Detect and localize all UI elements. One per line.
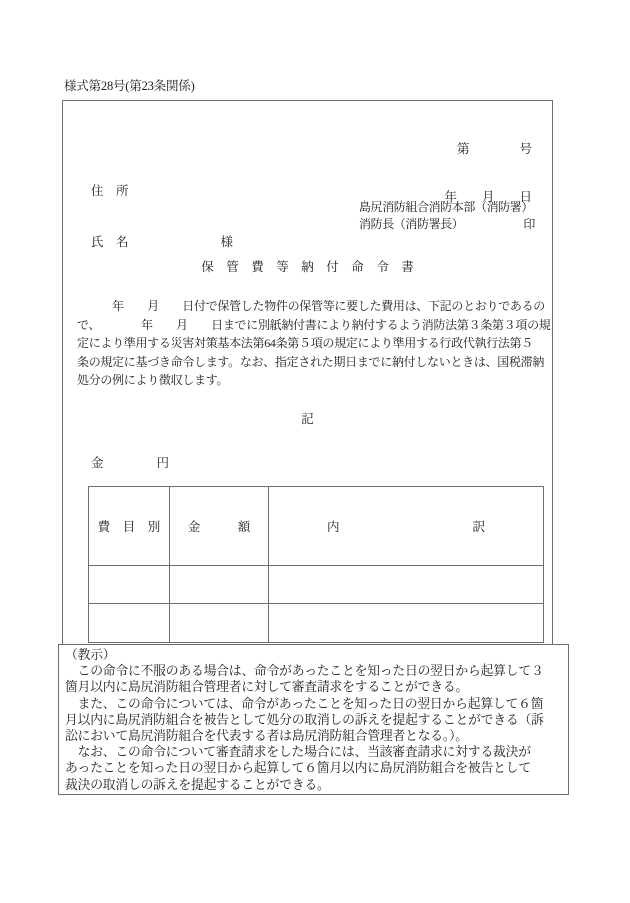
name-row [91,234,233,251]
fee-table-row [89,604,544,643]
notice-line: 箇月以内に島尻消防組合管理者に対して審査請求をすることができる。 [65,680,469,695]
body-line: 条の規定に基づき命令します。なお、指定された期日までに納付しないときは、国税滞納 [77,354,545,369]
col-header-fee-category: 費 目 別 [89,487,170,566]
table-cell-empty [269,604,544,643]
amount-suffix: 円 [156,456,170,470]
name-label: 氏 名 [91,235,129,249]
body-line: で、 年 月 日までに別紙納付書により納付するよう消防法第３条第３項の規 [77,317,551,332]
notice-line: （教示） [65,648,116,662]
table-cell-empty [170,566,269,604]
notice-line: 月以内に島尻消防組合を被告として処分の取消しの訴えを提起することができる（訴 [65,712,544,727]
fee-table-row [89,566,544,604]
body-line: 処分の例により徴収します。 [77,373,229,388]
honorific-label: 様 [220,235,234,249]
issuer-position-row [359,216,535,233]
fee-table [88,486,544,643]
issuer-block [359,199,535,233]
notice-line: あったことを知った日の翌日から起算して６箇月以内に島尻消防組合を被告として [65,761,531,776]
col-header-breakdown [269,487,544,566]
body-line: 定により準用する災害対策基本法第64条第５項の規定により準用する行政代執行法第５ [77,336,534,351]
appeal-notice-box [58,644,569,795]
table-cell-empty [89,566,170,604]
issuer-position: 消防長（消防署長） [359,217,464,231]
doc-number-line: 第 号 [456,142,532,156]
notice-line: この命令に不服のある場合は、命令があったことを知った日の翌日から起算して３ [65,664,544,679]
table-cell-empty [170,604,269,643]
issue-date-line: 年 月 日 [444,190,532,204]
address-label: 住 所 [91,184,129,198]
issuer-organization: 島尻消防組合消防本部（消防署） [359,200,534,214]
breakdown-right-char: 訳 [472,520,485,534]
amount-prefix: 金 [91,456,104,470]
notice-line: なお、この命令について審査請求をした場合には、当該審査請求に対する裁決が [65,745,531,760]
breakdown-left-char: 内 [327,520,340,534]
col-header-amount: 金 額 [170,487,269,566]
body-paragraph [77,297,551,390]
amount-line [91,453,169,471]
form-number-label: 様式第28号(第23条関係) [64,79,195,93]
fee-table-header-row [89,487,544,566]
notice-line: 訟において島尻消防組合を代表する者は島尻消防組合管理者となる。）。 [65,729,468,744]
document-title: 保 管 費 等 納 付 命 令 書 [201,260,414,274]
order-document-frame [62,100,553,645]
breakdown-header-text [269,517,543,535]
record-marker: 記 [301,412,314,426]
table-cell-empty [269,566,544,604]
notice-line: 裁決の取消しの訴えを提起することができる。 [65,777,330,792]
body-line: 年 月 日付で保管した物件の保管等に要した費用は、下記のとおりであるの [77,299,546,313]
notice-line: また、この命令については、命令があったことを知った日の翌日から起算して６箇 [65,696,544,711]
seal-mark: 印 [523,217,535,231]
table-cell-empty [89,604,170,643]
